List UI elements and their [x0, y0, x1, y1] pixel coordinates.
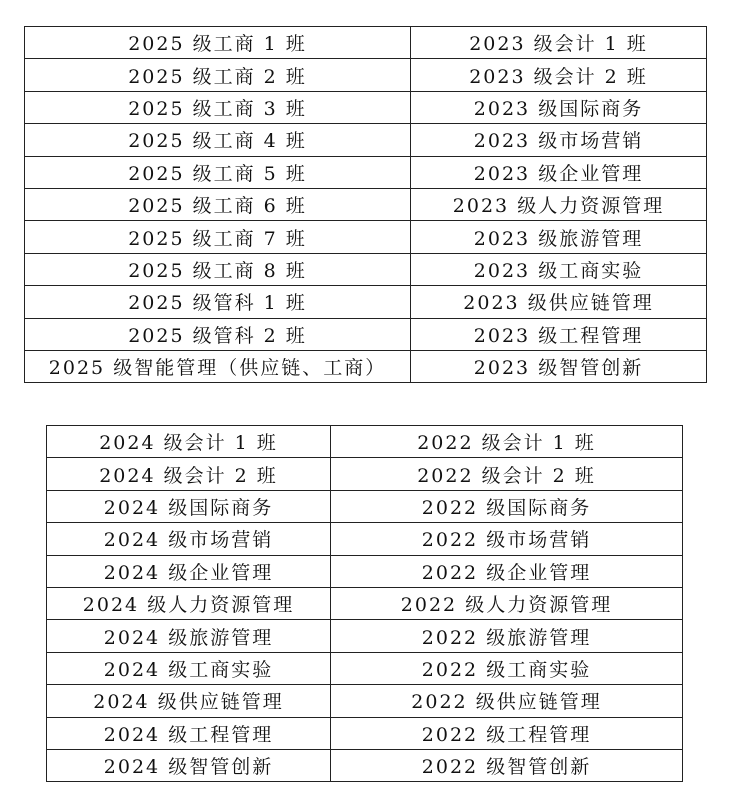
table-cell: 2022 级会计 2 班: [331, 458, 683, 490]
table-row: [25, 253, 707, 285]
table-cell: 2025 级工商 4 班: [25, 124, 411, 156]
table-cell: 2024 级国际商务: [47, 490, 331, 522]
table-row: [47, 426, 683, 458]
table-cell: 2024 级企业管理: [47, 555, 331, 587]
table-cell: 2023 级旅游管理: [411, 221, 707, 253]
table-cell: 2024 级会计 1 班: [47, 426, 331, 458]
table-cell: 2025 级工商 1 班: [25, 27, 411, 59]
table-row: [25, 156, 707, 188]
table-cell: 2024 级会计 2 班: [47, 458, 331, 490]
table-row: [25, 188, 707, 220]
table-cell: 2025 级工商 6 班: [25, 188, 411, 220]
table-cell: 2023 级会计 2 班: [411, 59, 707, 91]
table-cell: 2025 级工商 2 班: [25, 59, 411, 91]
class-table-2025-2023: [24, 26, 707, 383]
table-row: [25, 124, 707, 156]
table-row: [47, 717, 683, 749]
table-cell: 2025 级工商 5 班: [25, 156, 411, 188]
table-cell: 2025 级管科 2 班: [25, 318, 411, 350]
table-cell: 2023 级会计 1 班: [411, 27, 707, 59]
table-body: [25, 27, 707, 383]
table-cell: 2024 级市场营销: [47, 523, 331, 555]
table-row: [47, 587, 683, 619]
table-cell: 2023 级供应链管理: [411, 286, 707, 318]
table-cell: 2022 级工商实验: [331, 652, 683, 684]
table-row: [47, 749, 683, 781]
table-cell: 2023 级国际商务: [411, 91, 707, 123]
table-cell: 2024 级人力资源管理: [47, 587, 331, 619]
class-table-2024-2022: [46, 425, 683, 782]
table-cell: 2025 级管科 1 班: [25, 286, 411, 318]
table-cell: 2025 级智能管理（供应链、工商）: [25, 350, 411, 382]
table-row: [47, 555, 683, 587]
table-cell: 2024 级旅游管理: [47, 620, 331, 652]
table-cell: 2022 级市场营销: [331, 523, 683, 555]
table-cell: 2022 级会计 1 班: [331, 426, 683, 458]
table-cell: 2025 级工商 3 班: [25, 91, 411, 123]
table-cell: 2025 级工商 7 班: [25, 221, 411, 253]
table-cell: 2023 级工商实验: [411, 253, 707, 285]
table-row: [47, 620, 683, 652]
table-cell: 2023 级人力资源管理: [411, 188, 707, 220]
table-cell: 2025 级工商 8 班: [25, 253, 411, 285]
table-cell: 2022 级人力资源管理: [331, 587, 683, 619]
table-cell: 2022 级企业管理: [331, 555, 683, 587]
table-cell: 2022 级供应链管理: [331, 685, 683, 717]
table-cell: 2023 级智管创新: [411, 350, 707, 382]
table-row: [25, 27, 707, 59]
table-cell: 2022 级智管创新: [331, 749, 683, 781]
table-body: [47, 426, 683, 782]
table-cell: 2024 级工商实验: [47, 652, 331, 684]
table-row: [25, 350, 707, 382]
table-cell: 2024 级供应链管理: [47, 685, 331, 717]
table-cell: 2024 级智管创新: [47, 749, 331, 781]
table-row: [25, 59, 707, 91]
table-row: [47, 523, 683, 555]
table-row: [25, 318, 707, 350]
table-cell: 2023 级市场营销: [411, 124, 707, 156]
table-row: [47, 458, 683, 490]
table-cell: 2022 级旅游管理: [331, 620, 683, 652]
table-cell: 2023 级工程管理: [411, 318, 707, 350]
table-row: [25, 286, 707, 318]
table-cell: 2022 级工程管理: [331, 717, 683, 749]
table-row: [47, 685, 683, 717]
table-row: [25, 91, 707, 123]
table-row: [47, 490, 683, 522]
table-cell: 2024 级工程管理: [47, 717, 331, 749]
table-cell: 2023 级企业管理: [411, 156, 707, 188]
table-row: [25, 221, 707, 253]
table-cell: 2022 级国际商务: [331, 490, 683, 522]
table-row: [47, 652, 683, 684]
